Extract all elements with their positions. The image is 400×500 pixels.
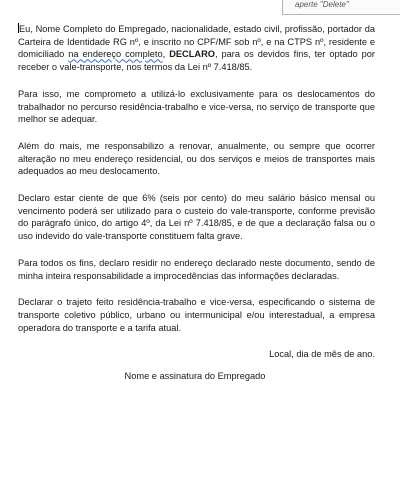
paragraph-declaration-part1: Eu, Nome Completo do Empregado, nacionalidade, estado civil, profissão, portador da Carteira de Identidade RG nº, e inscrito no CPF/MF sob nº, e na CTPS nº, residente e domiciliado <box>18 24 375 60</box>
place-date-line: Local, dia de mês de ano. <box>269 349 375 360</box>
signature-line: Nome e assinatura do Empregado <box>124 371 266 381</box>
paragraph-declaration <box>18 23 375 74</box>
comment-balloon[interactable] <box>282 0 400 15</box>
paragraph-commitment: Para isso, me comprometo a utilizá-lo exclusivamente para os deslocamentos do trabalhador no percurso residência-trabalho e vice-versa, no serviço de transporte que melhor se adequar. <box>18 88 375 125</box>
document-body[interactable] <box>18 23 375 375</box>
declaro-bold-text: DECLARO <box>169 49 215 60</box>
paragraph-route: Declarar o trajeto feito residência-trabalho e vice-versa, especificando o sistema de transporte coletivo público, urbano ou intermunicipal e/ou interestadual, a empresa operadora do transporte e a tarifa atual. <box>18 297 375 333</box>
comment-text: aperte "Delete" <box>295 0 349 9</box>
paragraph-salary-discount: Declaro estar ciente de que 6% (seis por cento) do meu salário básico mensal ou vencimento poderá ser utilizado para o custeio do vale-transporte, conforme previsão do parágrafo único, do artigo 4º, da Lei nº 7.418/85, e de que a declaração falsa ou o uso indevido do vale-transporte constituem falta grave. <box>18 193 375 242</box>
paragraph-renewal: Além do mais, me responsabilizo a renovar, anualmente, ou sempre que ocorrer alteração no meu endereço residencial, ou dos serviços e meios de transportes mais adequados ao meu deslocamento. <box>18 140 375 177</box>
paragraph-declaration-part2: , <box>162 49 170 60</box>
spellcheck-underlined-text[interactable]: na endereço completo <box>68 49 163 60</box>
paragraph-residence: Para todos os fins, declaro residir no endereço declarado neste documento, sendo de minha inteira responsabilidade a improcedências das informações declaradas. <box>18 257 375 281</box>
paragraph-declaration-part3: , para os devidos fins, ter optado por receber o vale-transporte, nos termos da Lei nº 7.418/85. <box>18 49 376 73</box>
